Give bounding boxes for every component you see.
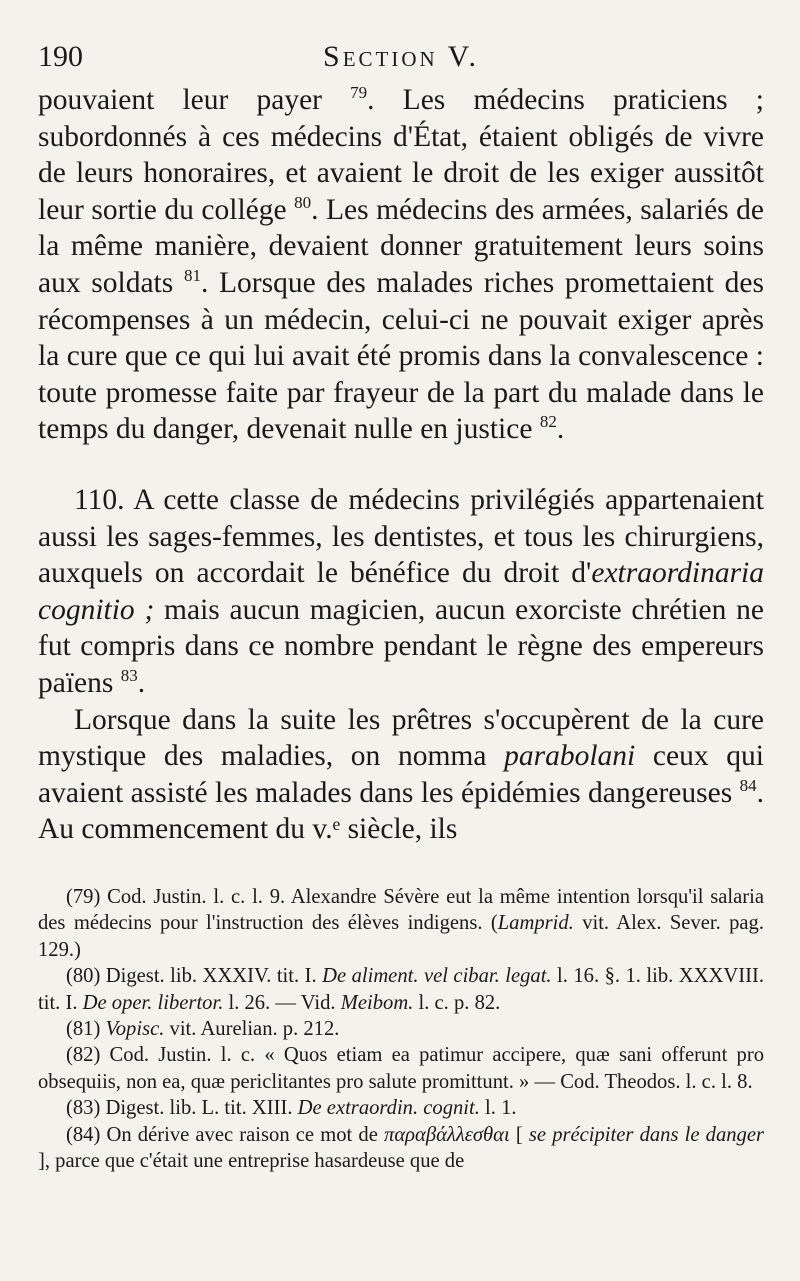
footnote-ref: 81 xyxy=(183,265,201,285)
footnotes xyxy=(38,884,764,1174)
text-run: . Lorsque des malades riches promettaient des récompenses à un médecin, celui-ci ne pouvait exiger après la cure que ce qui lui avait été promis dans la convalescence : toute promesse faite par frayeur de la part du malade dans le temps du danger, devenait nulle en justice xyxy=(38,266,764,446)
page-number: 190 xyxy=(38,40,83,73)
footnote xyxy=(38,1042,764,1095)
italic-text: extraordinaria cognitio ; xyxy=(38,557,764,626)
footnote-ref: 84 xyxy=(739,775,757,795)
text-run: vit. Aurelian. p. 212. xyxy=(164,1017,340,1040)
footnote-ref: 82 xyxy=(539,412,557,432)
paragraph xyxy=(38,82,764,448)
book-page xyxy=(38,30,764,1174)
italic-text: Vopisc. xyxy=(105,1017,165,1040)
text-run: . Les médecins praticiens ; subordonnés à ces médecins d'État, étaient obligés de vivre de leurs honoraires, et avaient le droit de les exiger aussitôt leur sortie du collége xyxy=(38,84,764,226)
footnote xyxy=(38,884,764,963)
italic-text: Lamprid. xyxy=(497,912,574,935)
text-run: mais aucun magicien, aucun exorciste chrétien ne fut compris dans ce nombre pendant le règne des empereurs païens xyxy=(38,593,764,699)
footnote-ref: 83 xyxy=(120,665,138,685)
body-text xyxy=(38,82,764,848)
paragraph xyxy=(38,482,764,702)
footnote xyxy=(38,1016,764,1042)
text-run: [ xyxy=(509,1123,523,1146)
text-run: . xyxy=(556,413,565,446)
text-run: l. 1. xyxy=(479,1097,517,1120)
text-run: (83) Digest. lib. L. tit. XIII. xyxy=(66,1097,298,1120)
text-run: 110. A cette classe de médecins privilégiés appartenaient aussi les sages-femmes, les dentistes, et tous les chirurgiens, auxquels on accordait le bénéfice du droit d' xyxy=(38,483,764,590)
text-run: (80) Digest. lib. XXXIV. tit. I. xyxy=(66,965,323,988)
italic-text: De aliment. vel cibar. legat. xyxy=(322,965,552,988)
footnote-ref: 80 xyxy=(294,192,312,212)
text-run: Lorsque dans la suite les prêtres s'occupèrent de la cure mystique des maladies, on nomma xyxy=(38,703,764,773)
running-head xyxy=(38,30,764,82)
italic-text: παραβάλλεσθαι xyxy=(384,1123,510,1146)
section-title: Section V. xyxy=(323,40,479,73)
text-run: l. 26. — Vid. xyxy=(223,991,341,1014)
text-run: . xyxy=(137,666,146,699)
italic-text: Meibom. xyxy=(340,991,414,1014)
text-run: (81) xyxy=(66,1017,106,1040)
text-run: ], parce que c'était une entreprise hasardeuse que de xyxy=(38,1149,465,1172)
italic-text: De oper. libertor. xyxy=(82,991,224,1014)
text-run: (79) Cod. Justin. l. c. l. 9. Alexandre Sévère eut la même intention lorsqu'il salaria des médecins pour l'instruction des élèves indigens. ( xyxy=(38,885,764,935)
footnote xyxy=(38,963,764,1016)
text-run: l. c. p. 82. xyxy=(413,991,501,1014)
text-run: . Les médecins des armées, salariés de la même manière, devaient donner gratuitement leurs soins aux soldats xyxy=(38,193,765,299)
footnote xyxy=(38,1122,764,1175)
text-run: ceux qui avaient assisté les malades dans les épidémies dangereuses xyxy=(38,740,764,809)
text-run: vit. Alex. Sever. pag. 129.) xyxy=(38,912,764,961)
footnote-ref: 79 xyxy=(350,83,368,102)
italic-text: se précipiter dans le danger xyxy=(522,1123,765,1146)
text-run: . Au commencement du v.ᵉ siècle, ils xyxy=(38,776,764,846)
italic-text: De extraordin. cognit. xyxy=(297,1097,480,1120)
text-run: (82) Cod. Justin. l. c. « Quos etiam ea patimur accipere, quæ sani offerunt pro obsequiis, non ea, quæ periclitantes pro salute promittunt. » — Cod. Theodos. l. c. l. 8. xyxy=(38,1044,764,1093)
italic-text: parabolani xyxy=(504,740,636,773)
text-run: pouvaient leur payer xyxy=(38,84,351,116)
text-run: (84) On dérive avec raison ce mot de xyxy=(66,1123,385,1146)
paragraph xyxy=(38,702,764,848)
footnote xyxy=(38,1095,764,1121)
text-run: l. 16. §. 1. lib. XXXVIII. tit. I. xyxy=(38,965,764,1014)
